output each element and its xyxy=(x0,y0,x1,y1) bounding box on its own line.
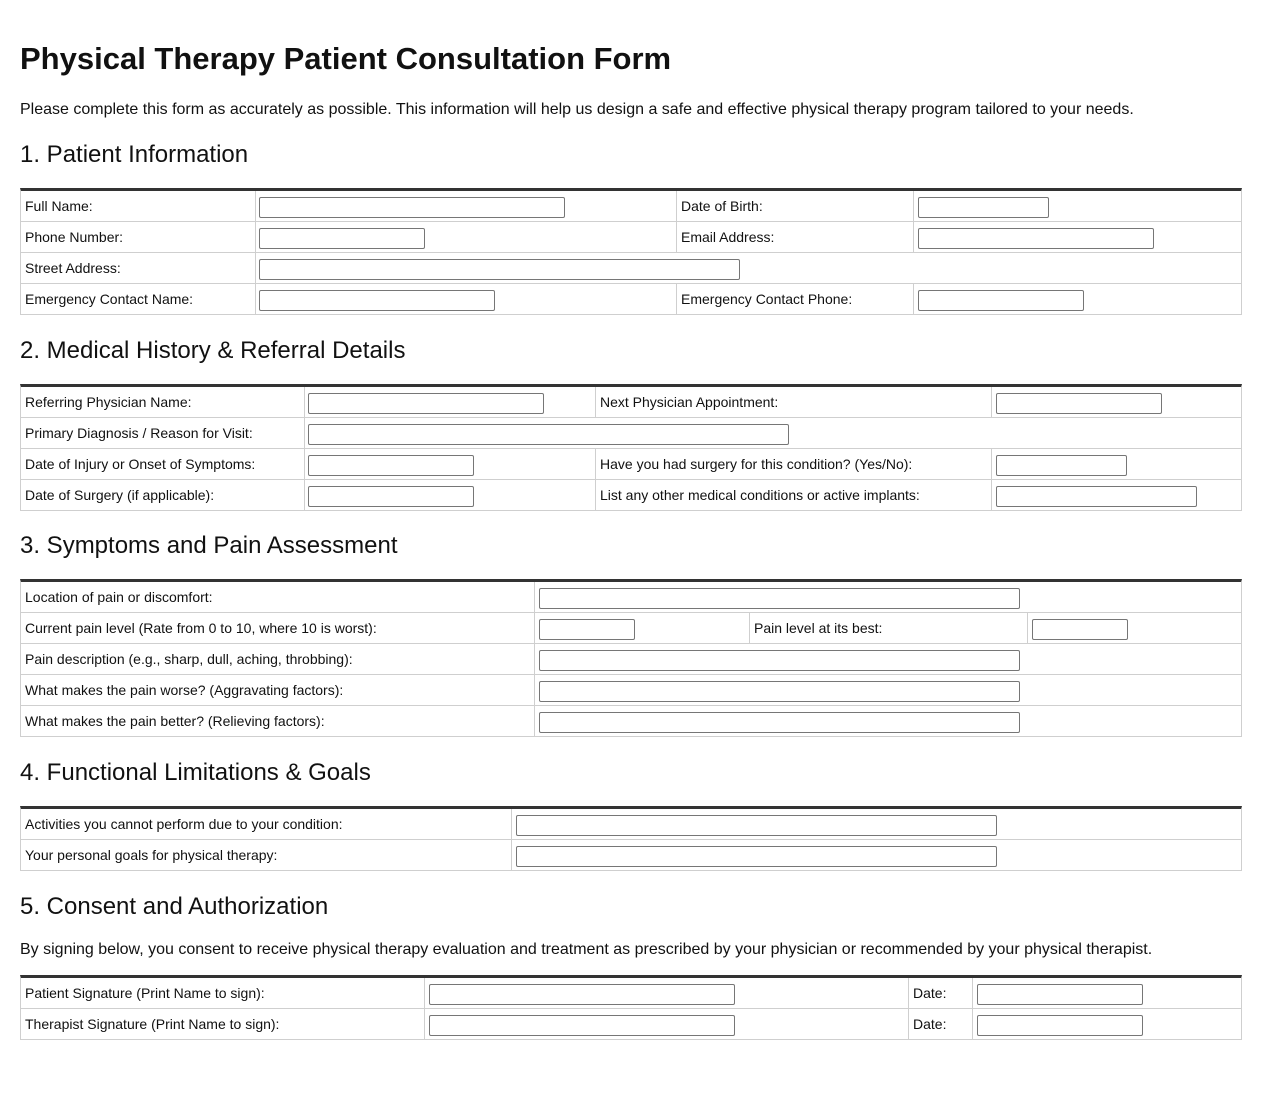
other-conditions-input[interactable] xyxy=(996,486,1197,507)
table-row xyxy=(21,582,1241,613)
email-address-input[interactable] xyxy=(918,228,1154,249)
activities-input[interactable] xyxy=(516,815,997,836)
surgery-question-label: Have you had surgery for this condition? (Yes/No): xyxy=(600,456,913,472)
phone-number-label: Phone Number: xyxy=(25,229,124,245)
section-heading-consent: 5. Consent and Authorization xyxy=(20,893,329,920)
table-row xyxy=(21,191,1241,222)
table-row xyxy=(21,644,1241,675)
pain-description-label: Pain description (e.g., sharp, dull, aching, throbbing): xyxy=(25,651,353,667)
table-row xyxy=(21,418,1241,449)
therapist-date-input[interactable] xyxy=(977,1015,1143,1036)
date-of-birth-label: Date of Birth: xyxy=(681,198,763,214)
relieving-factors-input[interactable] xyxy=(539,712,1020,733)
therapist-signature-input[interactable] xyxy=(429,1015,735,1036)
pain-location-label: Location of pain or discomfort: xyxy=(25,589,213,605)
emergency-contact-phone-label: Emergency Contact Phone: xyxy=(681,291,853,307)
table-row xyxy=(21,387,1241,418)
other-conditions-label: List any other medical conditions or active implants: xyxy=(600,487,920,503)
section-heading-symptoms: 3. Symptoms and Pain Assessment xyxy=(20,532,398,559)
table-row xyxy=(21,675,1241,706)
table-row xyxy=(21,840,1241,870)
therapist-signature-label: Therapist Signature (Print Name to sign): xyxy=(25,1016,280,1032)
table-row xyxy=(21,706,1241,736)
current-pain-level-input[interactable] xyxy=(539,619,635,640)
pain-description-input[interactable] xyxy=(539,650,1020,671)
street-address-input[interactable] xyxy=(259,259,740,280)
best-pain-level-input[interactable] xyxy=(1032,619,1128,640)
table-row xyxy=(21,480,1241,510)
phone-number-input[interactable] xyxy=(259,228,425,249)
patient-signature-label: Patient Signature (Print Name to sign): xyxy=(25,985,265,1001)
table-row xyxy=(21,449,1241,480)
section-heading-patient-information: 1. Patient Information xyxy=(20,141,249,168)
current-pain-level-label: Current pain level (Rate from 0 to 10, where 10 is worst): xyxy=(25,620,377,636)
date-of-surgery-label: Date of Surgery (if applicable): xyxy=(25,487,215,503)
activities-label: Activities you cannot perform due to your condition: xyxy=(25,816,343,832)
primary-diagnosis-label: Primary Diagnosis / Reason for Visit: xyxy=(25,425,253,441)
surgery-question-input[interactable] xyxy=(996,455,1127,476)
referring-physician-label: Referring Physician Name: xyxy=(25,394,192,410)
consent-table xyxy=(20,975,1242,1040)
symptoms-table xyxy=(20,579,1242,737)
next-physician-appointment-label: Next Physician Appointment: xyxy=(600,394,779,410)
aggravating-factors-input[interactable] xyxy=(539,681,1020,702)
table-row xyxy=(21,613,1241,644)
aggravating-factors-label: What makes the pain worse? (Aggravating factors): xyxy=(25,682,344,698)
table-row xyxy=(21,1009,1241,1039)
patient-information-table xyxy=(20,188,1242,315)
section-heading-medical-history: 2. Medical History & Referral Details xyxy=(20,337,406,364)
emergency-contact-name-input[interactable] xyxy=(259,290,495,311)
patient-signature-input[interactable] xyxy=(429,984,735,1005)
table-row xyxy=(21,809,1241,840)
referring-physician-input[interactable] xyxy=(308,393,544,414)
personal-goals-input[interactable] xyxy=(516,846,997,867)
consent-note: By signing below, you consent to receive physical therapy evaluation and treatment as prescribed by your physician or recommended by your physical therapist. xyxy=(20,941,1153,958)
therapist-date-label: Date: xyxy=(913,1016,947,1032)
table-row xyxy=(21,284,1241,314)
personal-goals-label: Your personal goals for physical therapy: xyxy=(25,847,278,863)
date-of-injury-label: Date of Injury or Onset of Symptoms: xyxy=(25,456,256,472)
emergency-contact-name-label: Emergency Contact Name: xyxy=(25,291,194,307)
date-of-surgery-input[interactable] xyxy=(308,486,474,507)
street-address-label: Street Address: xyxy=(25,260,121,276)
next-physician-appointment-input[interactable] xyxy=(996,393,1162,414)
email-address-label: Email Address: xyxy=(681,229,775,245)
table-row xyxy=(21,253,1241,284)
table-row xyxy=(21,222,1241,253)
emergency-contact-phone-input[interactable] xyxy=(918,290,1084,311)
section-heading-functional-limitations: 4. Functional Limitations & Goals xyxy=(20,759,371,786)
page-title: Physical Therapy Patient Consultation Form xyxy=(20,41,672,76)
full-name-label: Full Name: xyxy=(25,198,93,214)
primary-diagnosis-input[interactable] xyxy=(308,424,789,445)
intro-text: Please complete this form as accurately as possible. This information will help us design a safe and effective physical therapy program tailored to your needs. xyxy=(20,101,1134,118)
patient-date-input[interactable] xyxy=(977,984,1143,1005)
date-of-injury-input[interactable] xyxy=(308,455,474,476)
patient-date-label: Date: xyxy=(913,985,947,1001)
pain-location-input[interactable] xyxy=(539,588,1020,609)
full-name-input[interactable] xyxy=(259,197,565,218)
table-row xyxy=(21,978,1241,1009)
functional-limitations-table xyxy=(20,806,1242,871)
best-pain-level-label: Pain level at its best: xyxy=(754,620,883,636)
medical-history-table xyxy=(20,384,1242,511)
relieving-factors-label: What makes the pain better? (Relieving factors): xyxy=(25,713,325,729)
date-of-birth-input[interactable] xyxy=(918,197,1049,218)
